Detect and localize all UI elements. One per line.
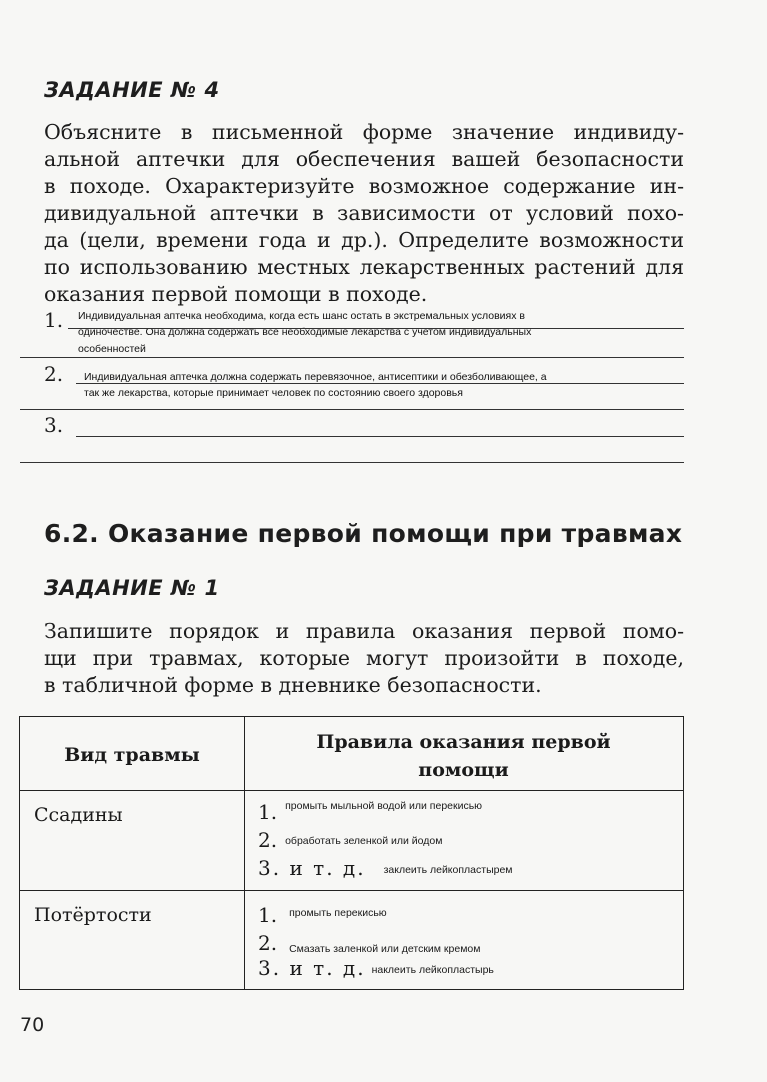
task4-line: по использованию местных лекарственных растений для [44,255,684,279]
task1-line: Запишите порядок и правила оказания первой помо- [44,619,684,643]
step-text: Смазать заленкой или детским кремом [289,943,481,955]
step-number: 1. [258,800,278,824]
table-header-divider [20,790,683,791]
step-row1-1 [258,800,482,824]
header-injury-type: Вид травмы [64,744,200,766]
header-first-aid-line2: помощи [418,759,509,781]
step-text: промыть перекисью [289,907,387,919]
step-number: 2. [258,931,278,955]
answer1-line1: Индивидуальная аптечка необходима, когда есть шанс остать в экстремальных условиях в [78,310,525,322]
answer-line-rule [76,383,684,384]
answer-line-rule [76,436,684,437]
step-row2-1 [258,903,387,927]
answer2-line1: Индивидуальная аптечка должна содержать перевязочное, антисептики и обезболивающее, а [84,371,547,383]
task4-line: дивидуальной аптечки в зависимости от условий похо- [44,201,684,225]
header-first-aid-rules [245,728,682,784]
header-first-aid-line1: Правила оказания первой [316,731,611,753]
injury-abrasions: Ссадины [34,804,123,826]
step-number: 1. [258,903,278,927]
task4-line: альной аптечки для обеспечения вашей безопасности [44,147,684,171]
task1-line: в табличной форме в дневнике безопасности. [44,673,542,697]
page-number: 70 [20,1014,45,1036]
task4-line: в походе. Охарактеризуйте возможное содержание ин- [44,174,684,198]
answer-line-rule [20,462,684,463]
step-row2-2 [258,931,480,955]
task1-text [44,618,684,699]
task4-title: ЗАДАНИЕ № 4 [44,78,220,102]
table-row-divider [20,890,683,891]
step-text: обработать зеленкой или йодом [285,835,443,847]
answer1-line3: особенностей [78,343,146,355]
step-number: 3. и т. д. [258,856,366,880]
step-row1-2 [258,828,442,852]
injury-chafing: Потёртости [34,904,152,926]
step-text: заклеить лейкопластырем [383,864,513,876]
task4-line: да (цели, времени года и др.). Определите возможности [44,228,684,252]
answer-line-rule [20,357,684,358]
answer1-number: 1. [44,308,64,332]
task4-line: оказания первой помощи в походе. [44,282,428,306]
answer-line-rule [20,409,684,410]
answer3-number: 3. [44,413,64,437]
task4-line: Объясните в письменной форме значение индивиду- [44,120,684,144]
step-row1-3 [258,856,513,880]
step-row2-3 [258,956,494,980]
task4-text [44,119,684,308]
answer2-line2: так же лекарства, которые принимает человек по состоянию своего здоровья [84,387,463,399]
answer2-number: 2. [44,362,64,386]
step-number: 2. [258,828,278,852]
task1-title: ЗАДАНИЕ № 1 [44,576,220,600]
step-text: промыть мыльной водой или перекисью [285,800,483,812]
answer1-line2: одиночестве. Она должна содержать все необходимые лекарства с учетом индивидуальных [78,326,532,338]
step-number: 3. и т. д. [258,956,366,980]
step-text: наклеить лейкопластырь [371,964,494,976]
section-title: 6.2. Оказание первой помощи при травмах [44,519,683,548]
answer-line-rule [68,328,684,329]
task1-line: щи при травмах, которые могут произойти в походе, [44,646,684,670]
